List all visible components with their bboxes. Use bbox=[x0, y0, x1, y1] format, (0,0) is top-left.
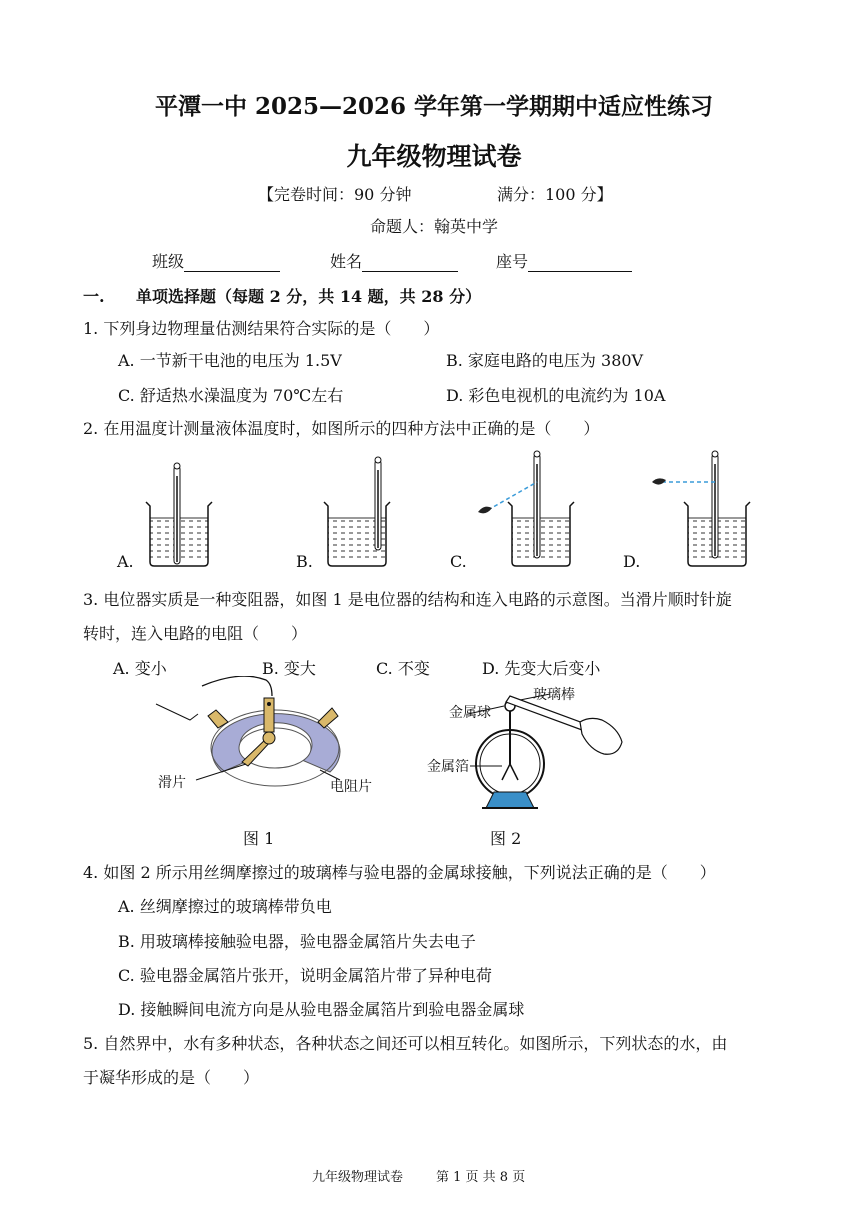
q2-thermometer-figures bbox=[100, 446, 780, 576]
fig1-label-resistor: 电阻片 bbox=[330, 779, 372, 795]
class-label: 班级 bbox=[152, 252, 185, 271]
exam-subtitle: 九年级物理试卷 bbox=[346, 142, 522, 171]
name-label: 姓名 bbox=[330, 252, 363, 271]
q3-stem-line1: 3. 电位器实质是一种变阻器，如图 1 是电位器的结构和连入电路的示意图。当滑片顺时针旋 bbox=[83, 590, 732, 609]
q2-label-a[interactable]: A. bbox=[117, 552, 134, 571]
exam-title: 平潭一中 2025—2026 学年第一学期期中适应性练习 bbox=[154, 93, 714, 120]
q3-option-b[interactable]: B. 变大 bbox=[262, 659, 316, 678]
class-field bbox=[152, 249, 280, 272]
seat-blank[interactable] bbox=[528, 255, 632, 272]
author-line: 命题人：翰英中学 bbox=[369, 217, 498, 236]
beaker-c bbox=[478, 451, 574, 566]
score-info: 满分：100 分】 bbox=[497, 185, 613, 204]
name-field bbox=[330, 249, 458, 272]
seat-field bbox=[496, 249, 632, 272]
name-blank[interactable] bbox=[362, 255, 458, 272]
q3-option-c[interactable]: C. 不变 bbox=[376, 659, 430, 678]
fig2-label-ball: 金属球 bbox=[449, 705, 491, 721]
section-title: 单项选择题（每题 2 分，共 14 题，共 28 分） bbox=[136, 287, 482, 306]
q4-stem: 4. 如图 2 所示用丝绸摩擦过的玻璃棒与验电器的金属球接触，下列说法正确的是（ ） bbox=[83, 863, 716, 882]
section-number: 一. bbox=[83, 287, 105, 306]
q1-option-a[interactable]: A. 一节新干电池的电压为 1.5V bbox=[118, 351, 342, 370]
class-blank[interactable] bbox=[184, 255, 280, 272]
q2-label-c[interactable]: C. bbox=[450, 552, 467, 571]
q5-stem-line1: 5. 自然界中，水有多种状态，各种状态之间还可以相互转化。如图所示，下列状态的水，由 bbox=[83, 1034, 728, 1053]
q3-option-d[interactable]: D. 先变大后变小 bbox=[482, 659, 601, 678]
beaker-d bbox=[652, 451, 750, 566]
fig2-caption: 图 2 bbox=[490, 829, 522, 848]
beaker-b bbox=[324, 457, 390, 566]
seat-label: 座号 bbox=[496, 252, 529, 271]
fig1-caption: 图 1 bbox=[243, 829, 275, 848]
q2-label-d[interactable]: D. bbox=[623, 552, 641, 571]
q5-stem-line2: 于凝华形成的是（ ） bbox=[83, 1068, 260, 1087]
q4-option-c[interactable]: C. 验电器金属箔片张开，说明金属箔片带了异种电荷 bbox=[118, 966, 492, 985]
q1-option-b[interactable]: B. 家庭电路的电压为 380V bbox=[446, 351, 644, 370]
fig2-label-foil: 金属箔 bbox=[427, 759, 469, 775]
time-info: 【完卷时间：90 分钟 bbox=[258, 185, 412, 204]
beaker-a bbox=[146, 463, 212, 566]
q3-option-a[interactable]: A. 变小 bbox=[113, 659, 167, 678]
q1-option-c[interactable]: C. 舒适热水澡温度为 70℃左右 bbox=[118, 386, 344, 405]
q4-option-b[interactable]: B. 用玻璃棒接触验电器，验电器金属箔片失去电子 bbox=[118, 932, 476, 951]
footer-page: 第 1 页 共 8 页 bbox=[436, 1170, 526, 1185]
q3-stem-line2: 转时，连入电路的电阻（ ） bbox=[83, 624, 308, 643]
q2-stem: 2. 在用温度计测量液体温度时，如图所示的四种方法中正确的是（ ） bbox=[83, 419, 600, 438]
q4-option-d[interactable]: D. 接触瞬间电流方向是从验电器金属箔片到验电器金属球 bbox=[118, 1000, 525, 1019]
fig1-label-slider: 滑片 bbox=[158, 775, 186, 791]
footer-subject: 九年级物理试卷 bbox=[312, 1170, 404, 1185]
q2-label-b[interactable]: B. bbox=[296, 552, 313, 571]
q4-option-a[interactable]: A. 丝绸摩擦过的玻璃棒带负电 bbox=[118, 897, 332, 916]
q1-option-d[interactable]: D. 彩色电视机的电流约为 10A bbox=[446, 386, 666, 405]
q1-stem: 1. 下列身边物理量估测结果符合实际的是（ ） bbox=[83, 319, 440, 338]
fig2-label-rod: 玻璃棒 bbox=[533, 687, 575, 703]
